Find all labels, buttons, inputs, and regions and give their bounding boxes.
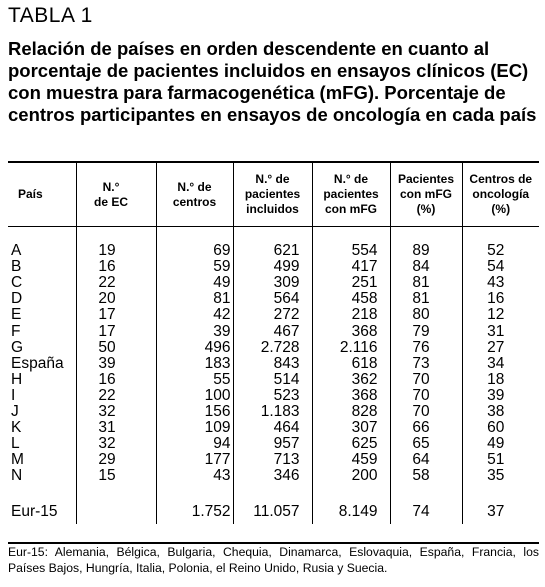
cell-pct-mfg: 73 [390,356,462,372]
cell-centros: 94 [156,436,233,452]
cell-pct-mfg: 76 [390,340,462,356]
cell-centros: 156 [156,404,233,420]
cell-pct-onc: 37 [462,500,539,524]
cell-pct-mfg: 64 [390,452,462,468]
cell-ec: 50 [76,340,156,356]
cell-pais: N [11,467,23,485]
header-pais: País [8,163,76,227]
cell-centros: 39 [156,323,233,339]
cell-pais: C [11,274,23,292]
cell-pais: España [11,354,64,372]
header-pct-mfg-label: Pacientes con mFG (%) [397,172,455,216]
cell-ec: 22 [76,388,156,404]
cell-pais: K [11,419,22,437]
cell-mfg: 618 [312,356,390,372]
cell-pct-mfg: 65 [390,436,462,452]
cell-ec: 32 [76,436,156,452]
cell-pct-mfg: 81 [390,291,462,307]
cell-incluidos: 621 [233,243,312,259]
cell-pct-onc: 60 [462,420,539,436]
cell-mfg: 459 [312,452,390,468]
header-incluidos [233,163,312,227]
data-table [8,163,539,524]
cell-centros: 59 [156,259,233,275]
cell-pais: D [11,290,23,308]
cell-mfg: 2.116 [312,340,390,356]
cell-pais: G [11,338,24,356]
table-row [8,388,539,404]
table-row [8,259,539,275]
cell-mfg: 251 [312,275,390,291]
header-pct-onc-label: Centros de oncología (%) [469,172,533,216]
cell-centros: 183 [156,356,233,372]
cell-pct-onc: 31 [462,323,539,339]
cell-pais: J [11,402,19,420]
spacer-row [8,484,539,500]
cell-pct-onc: 52 [462,243,539,259]
cell-ec: 16 [76,372,156,388]
cell-mfg: 218 [312,307,390,323]
cell-pct-onc: 35 [462,468,539,484]
cell-ec: 20 [76,291,156,307]
cell-pais: M [11,451,24,469]
cell-mfg: 368 [312,388,390,404]
cell-pct-mfg: 66 [390,420,462,436]
header-mfg [312,163,390,227]
cell-centros: 177 [156,452,233,468]
cell-ec: 22 [76,275,156,291]
cell-ec: 17 [76,323,156,339]
header-ec-label: N.° de EC [94,179,129,209]
spacer-row [8,227,539,244]
cell-mfg: 625 [312,436,390,452]
cell-mfg: 362 [312,372,390,388]
cell-pais: L [11,435,20,453]
cell-incluidos: 523 [233,388,312,404]
cell-centros: 496 [156,340,233,356]
cell-centros: 55 [156,372,233,388]
header-pct-mfg [390,163,462,227]
cell-incluidos: 713 [233,452,312,468]
cell-incluidos: 514 [233,372,312,388]
cell-centros: 100 [156,388,233,404]
table-label: TABLA 1 [8,4,93,27]
cell-incluidos: 564 [233,291,312,307]
cell-centros: 69 [156,243,233,259]
table-header-row [8,163,539,227]
cell-pct-mfg: 74 [390,500,462,524]
data-table-container [8,161,539,544]
cell-ec: 31 [76,420,156,436]
table-row [8,340,539,356]
cell-incluidos: 843 [233,356,312,372]
cell-pais: E [11,306,22,324]
table-row [8,291,539,307]
table-row [8,275,539,291]
cell-pct-mfg: 84 [390,259,462,275]
cell-incluidos: 467 [233,323,312,339]
cell-incluidos: 346 [233,468,312,484]
cell-incluidos: 309 [233,275,312,291]
cell-centros: 81 [156,291,233,307]
cell-mfg: 200 [312,468,390,484]
cell-centros: 109 [156,420,233,436]
header-ec [76,163,156,227]
cell-mfg: 458 [312,291,390,307]
cell-pct-onc: 49 [462,436,539,452]
cell-centros: 49 [156,275,233,291]
cell-ec: 29 [76,452,156,468]
table-row [8,436,539,452]
cell-pct-mfg: 70 [390,388,462,404]
cell-incluidos: 464 [233,420,312,436]
cell-pct-mfg: 80 [390,307,462,323]
cell-pct-onc: 51 [462,452,539,468]
cell-pct-mfg: 58 [390,468,462,484]
cell-pais: Eur-15 [11,503,58,521]
cell-pais: B [11,258,22,276]
cell-pct-onc: 18 [462,372,539,388]
header-centros-label: N.° de centros [172,179,217,209]
cell-pct-mfg: 79 [390,323,462,339]
cell-pct-onc: 54 [462,259,539,275]
cell-pct-mfg: 70 [390,372,462,388]
cell-centros: 43 [156,468,233,484]
cell-ec: 39 [76,356,156,372]
cell-pct-onc: 12 [462,307,539,323]
header-pct-onc [462,163,539,227]
cell-centros: 1.752 [156,500,233,524]
table-row [8,243,539,259]
cell-incluidos: 272 [233,307,312,323]
cell-incluidos: 2.728 [233,340,312,356]
cell-mfg: 828 [312,404,390,420]
table-caption: Relación de países en orden descendente en cuanto al porcentaje de pacientes incluidos en ensayos clínicos (EC) con muestra para farmacogenética (mFG). Porcentaje de centros participantes en ensayos de oncología en cada país [8,38,537,125]
cell-incluidos: 11.057 [233,500,312,524]
cell-mfg: 368 [312,323,390,339]
cell-pct-mfg: 70 [390,404,462,420]
header-centros [156,163,233,227]
cell-pct-onc: 38 [462,404,539,420]
cell-ec: 16 [76,259,156,275]
cell-ec: 17 [76,307,156,323]
cell-mfg: 8.149 [312,500,390,524]
cell-ec: 19 [76,243,156,259]
cell-pct-mfg: 89 [390,243,462,259]
cell-pais: A [11,242,22,260]
header-mfg-label: N.° de pacientes con mFG [323,172,379,216]
cell-ec: 32 [76,404,156,420]
table-row [8,420,539,436]
cell-pct-onc: 34 [462,356,539,372]
cell-pais: I [11,386,16,404]
table-row [8,323,539,339]
cell-ec: 15 [76,468,156,484]
table-row [8,307,539,323]
cell-pais: H [11,370,23,388]
cell-mfg: 417 [312,259,390,275]
cell-pct-onc: 27 [462,340,539,356]
cell-mfg: 554 [312,243,390,259]
cell-pct-onc: 16 [462,291,539,307]
table-row [8,404,539,420]
header-incluidos-label: N.° de pacientes incluidos [244,172,301,216]
table-row [8,468,539,484]
cell-pct-mfg: 81 [390,275,462,291]
cell-pct-onc: 39 [462,388,539,404]
cell-ec [76,500,156,524]
cell-pais: F [11,322,21,340]
cell-centros: 42 [156,307,233,323]
cell-incluidos: 957 [233,436,312,452]
table-footnote: Eur-15: Alemania, Bélgica, Bulgaria, Chequia, Dinamarca, Eslovaquia, España, Francia, los Países Bajos, Hungría, Italia, Polonia, el Reino Unido, Rusia y Suecia. [8,545,539,575]
cell-incluidos: 1.183 [233,404,312,420]
table-row [8,452,539,468]
cell-pct-onc: 43 [462,275,539,291]
table-row [8,356,539,372]
total-row [8,500,539,524]
cell-mfg: 307 [312,420,390,436]
table-row [8,372,539,388]
cell-incluidos: 499 [233,259,312,275]
